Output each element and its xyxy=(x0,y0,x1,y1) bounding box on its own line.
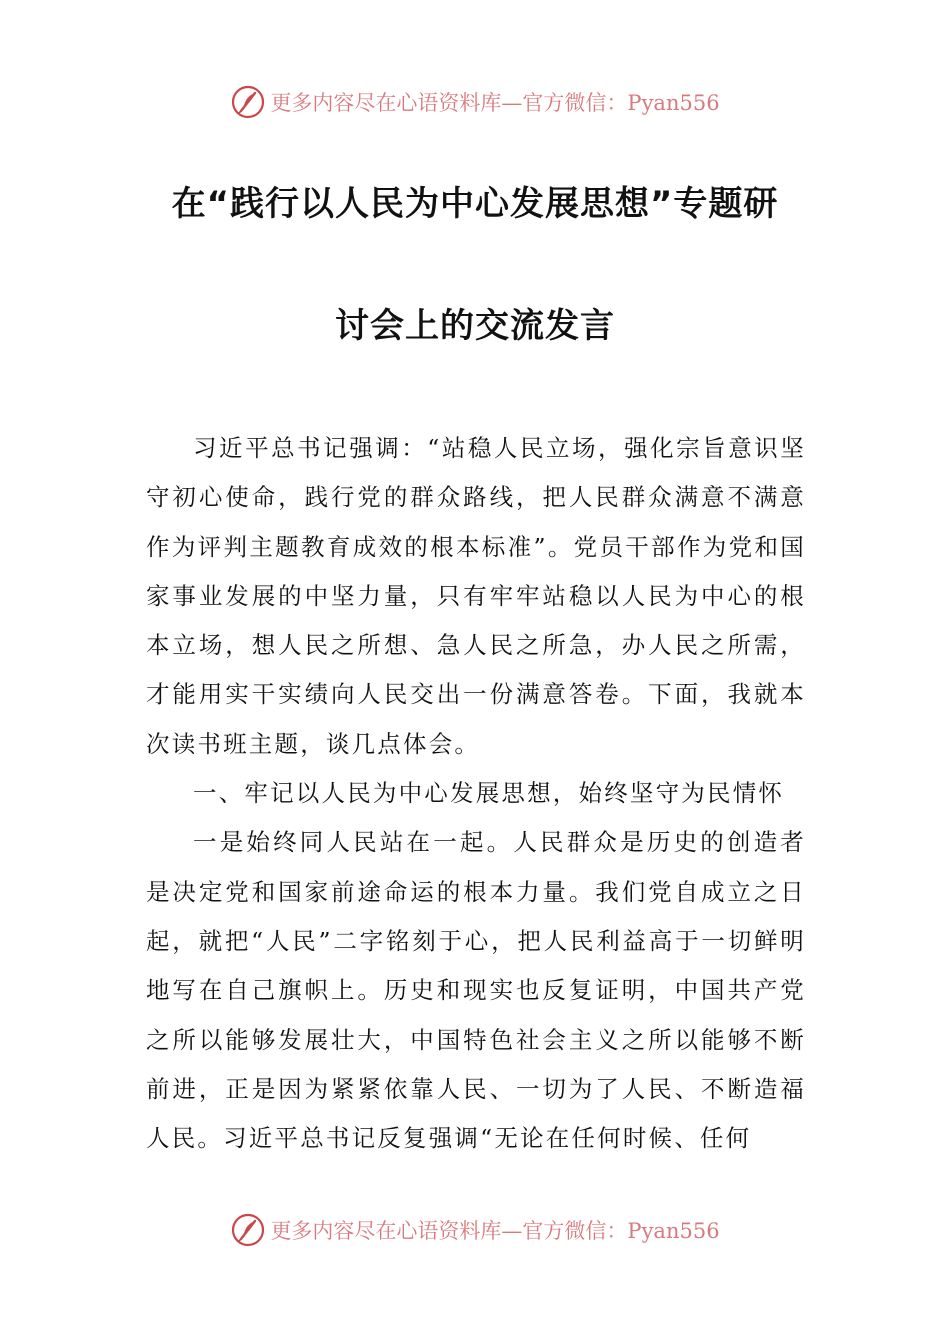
watermark-text: 更多内容尽在心语资料库—官方微信：Pyan556 xyxy=(270,91,720,115)
quill-logo-icon xyxy=(230,1212,266,1248)
section-heading-1: 一、牢记以人民为中心发展思想，始终坚守为民情怀 xyxy=(193,779,785,808)
paragraph-intro: 习近平总书记强调：“站稳人民立场，强化宗旨意识坚守初心使命，践行党的群众路线，把人民群众满意不满意作为评判主题教育成效的根本标准”。党员干部作为党和国家事业发展的中坚力量，只有牢牢站稳以人民为中心的根本立场，想人民之所想、急人民之所急，办人民之所需，才能用实干实绩向人民交出一份满意答卷。下面，我就本次读书班主题，谈几点体会。 xyxy=(146,434,806,758)
watermark-footer xyxy=(0,1210,950,1250)
document-title-line-1: 在“践行以人民为中心发展思想”专题研 xyxy=(171,184,779,224)
watermark-header xyxy=(0,82,950,122)
watermark-text: 更多内容尽在心语资料库—官方微信：Pyan556 xyxy=(270,1219,720,1243)
paragraph-point-1: 一是始终同人民站在一起。人民群众是历史的创造者是决定党和国家前途命运的根本力量。我们党自成立之日起，就把“人民”二字铭刻于心，把人民利益高于一切鲜明地写在自己旗帜上。历史和现实也反复证明，中国共产党之所以能够发展壮大，中国特色社会主义之所以能够不断前进，正是因为紧紧依靠人民、一切为了人民、不断造福人民。习近平总书记反复强调“无论在任何时候、任何 xyxy=(146,828,806,1153)
document-title-line-2: 讨会上的交流发言 xyxy=(335,306,615,346)
quill-logo-icon xyxy=(230,84,266,120)
document-body xyxy=(146,424,806,1163)
